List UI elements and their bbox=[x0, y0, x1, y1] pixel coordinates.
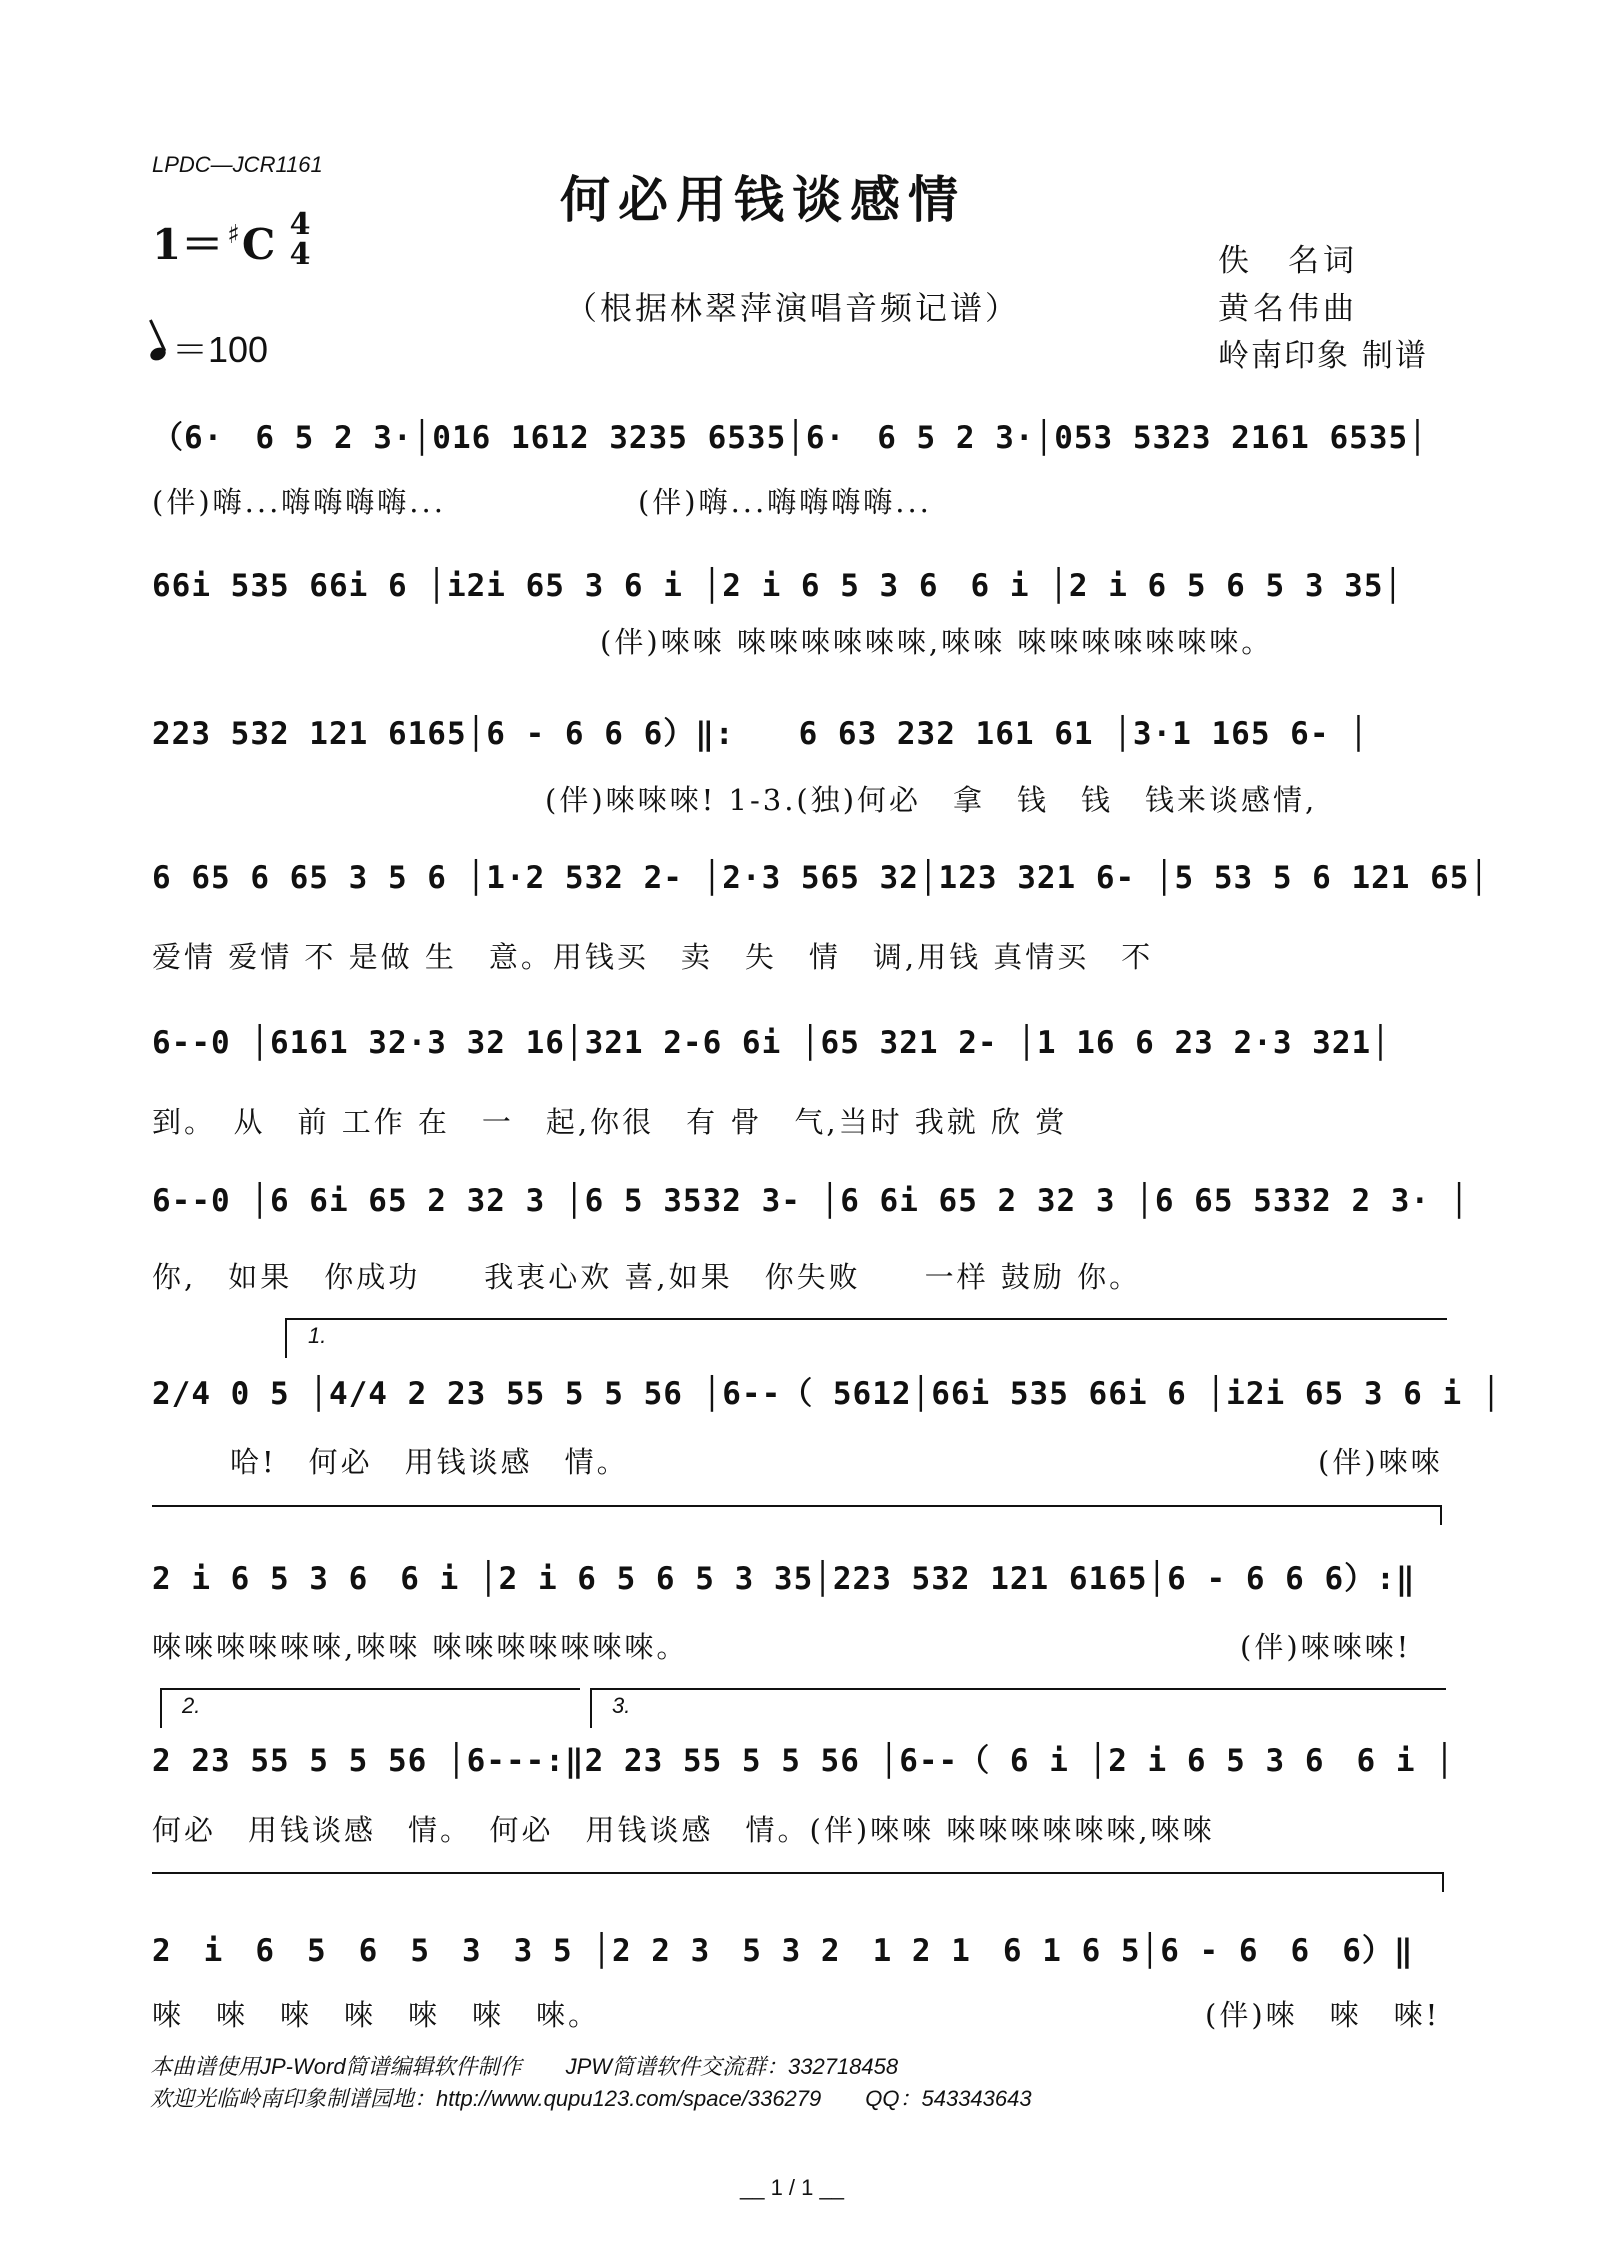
lyric-line-9: 何必 用钱谈感 情。 何必 用钱谈感 情。(伴)唻唻 唻唻唻唻唻唻,唻唻 bbox=[152, 1813, 1215, 1847]
tempo-mark bbox=[150, 322, 268, 373]
ending-3-label: 3. bbox=[612, 1693, 631, 1718]
score-line-7: 2/4 0 5 │4/4 2 23 55 5 5 56 │6--（ 5612│66i 535 66i 6 │i2i 65 3 6 i │ bbox=[152, 1376, 1502, 1412]
ending-3-bracket-continued bbox=[152, 1872, 1444, 1874]
score-line-4: 6 65 6 65 3 5 6 │1·2 532 2- │2·3 565 32│123 321 6- │5 53 5 6 121 65│ bbox=[152, 860, 1490, 896]
tempo-value: ＝100 bbox=[172, 329, 269, 370]
ending-3-bracket bbox=[590, 1688, 1446, 1690]
lyric-line-4: 爱情 爱情 不 是做 生 意。用钱买 卖 失 情 调,用钱 真情买 不 bbox=[152, 940, 1154, 974]
song-title: 何必用钱谈感情 bbox=[560, 170, 966, 229]
ending-1-bracket-side bbox=[285, 1318, 287, 1358]
score-line-2: 66i 535 66i 6 │i2i 65 3 6 i │2 i 6 5 3 6 6 i │2 i 6 5 6 5 3 35│ bbox=[152, 568, 1404, 604]
footer-software-note: 本曲谱使用JP-Word简谱编辑软件制作 JPW简谱软件交流群：332718458 bbox=[150, 2054, 899, 2079]
arranger-credit: 岭南印象 制谱 bbox=[1218, 338, 1428, 374]
score-code: LPDC—JCR1161 bbox=[152, 152, 323, 177]
score-line-8: 2 i 6 5 3 6 6 i │2 i 6 5 6 5 3 35│223 532 121 6165│6 - 6 6 6）:‖ bbox=[152, 1561, 1416, 1597]
ending-2-bracket-side bbox=[160, 1688, 162, 1728]
score-line-3: 223 532 121 6165│6 - 6 6 6）‖: 6 63 232 161 61 │3·1 165 6- │ bbox=[152, 716, 1369, 752]
score-line-5: 6--0 │6161 32·3 32 16│321 2-6 6i │65 321 2- │1 16 6 23 2·3 321│ bbox=[152, 1025, 1391, 1061]
time-signature bbox=[282, 207, 318, 272]
sharp-icon: ♯ bbox=[227, 220, 240, 250]
key-prefix: 1＝ bbox=[152, 220, 224, 269]
page-number: __ 1 / 1 __ bbox=[740, 2175, 844, 2200]
lyricist-credit: 佚 名词 bbox=[1218, 243, 1358, 279]
song-subtitle: （根据林翠萍演唱音频记谱） bbox=[565, 289, 1021, 327]
quarter-note-icon bbox=[148, 345, 168, 363]
ending-1-bracket-continued bbox=[152, 1505, 1442, 1507]
score-line-9: 2 23 55 5 5 56 │6---:‖2 23 55 5 5 56 │6--（ 6 i │2 i 6 5 3 6 6 i │ bbox=[152, 1743, 1455, 1779]
time-top: 4 bbox=[289, 207, 311, 242]
lyric-line-2: (伴)唻唻 唻唻唻唻唻唻,唻唻 唻唻唻唻唻唻唻。 bbox=[600, 625, 1274, 659]
lyric-line-8-accomp: (伴)唻唻唻! bbox=[1240, 1630, 1412, 1664]
ending-1-label: 1. bbox=[308, 1323, 327, 1348]
lyric-line-6: 你, 如果 你成功 我衷心欢 喜,如果 你失败 一样 鼓励 你。 bbox=[152, 1260, 1142, 1294]
lyric-line-1: (伴)嗨...嗨嗨嗨嗨... (伴)嗨...嗨嗨嗨嗨... bbox=[152, 485, 932, 519]
lyric-line-7: 哈! 何必 用钱谈感 情。 bbox=[230, 1445, 629, 1479]
lyric-line-3: (伴)唻唻唻! 1-3.(独)何必 拿 钱 钱 钱来谈感情, bbox=[545, 783, 1318, 817]
ending-2-bracket bbox=[160, 1688, 580, 1690]
lyric-line-8: 唻唻唻唻唻唻,唻唻 唻唻唻唻唻唻唻。 bbox=[152, 1630, 689, 1664]
score-line-10: 2 i 6 5 6 5 3 3 5 │2 2 3 5 3 2 1 2 1 6 1 6 5│6 - 6 6 6）‖ bbox=[152, 1933, 1414, 1969]
score-line-6: 6--0 │6 6i 65 2 32 3 │6 5 3532 3- │6 6i 65 2 32 3 │6 65 5332 2 3· │ bbox=[152, 1183, 1470, 1219]
lyric-line-10-accomp: (伴)唻 唻 唻! bbox=[1205, 1998, 1441, 2032]
ending-1-bracket-end bbox=[1440, 1505, 1442, 1525]
lyric-line-10: 唻 唻 唻 唻 唻 唻 唻。 bbox=[152, 1998, 601, 2032]
key-letter: C bbox=[241, 220, 276, 269]
ending-2-label: 2. bbox=[182, 1693, 201, 1718]
lyric-line-7-accomp: (伴)唻唻 bbox=[1318, 1445, 1443, 1479]
key-signature bbox=[152, 212, 275, 272]
score-line-1: （6· 6 5 2 3·│016 1612 3235 6535│6· 6 5 2 3·│053 5323 2161 6535│ bbox=[152, 420, 1428, 456]
ending-3-bracket-end bbox=[1442, 1872, 1444, 1892]
footer-website-note: 欢迎光临岭南印象制谱园地：http://www.qupu123.com/space/336279 QQ：543343643 bbox=[150, 2086, 1032, 2111]
ending-1-bracket bbox=[285, 1318, 1447, 1320]
composer-credit: 黄名伟曲 bbox=[1218, 291, 1358, 327]
ending-3-bracket-side bbox=[590, 1688, 592, 1728]
time-bottom: 4 bbox=[289, 237, 311, 272]
lyric-line-5: 到。 从 前 工作 在 一 起,你很 有 骨 气,当时 我就 欣 赏 bbox=[152, 1105, 1068, 1139]
